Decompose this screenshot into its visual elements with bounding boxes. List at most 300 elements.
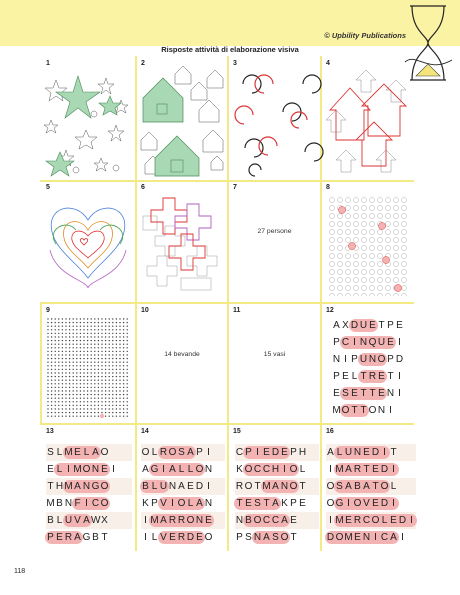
puzzle-letter: S xyxy=(178,447,185,458)
puzzle-letter: T xyxy=(363,464,370,475)
grid-dot xyxy=(62,326,63,327)
grid-dot xyxy=(62,358,63,359)
grid-dot xyxy=(76,398,77,399)
grid-dot xyxy=(47,362,48,363)
grid-dot xyxy=(116,390,117,391)
grid-dot xyxy=(94,376,95,377)
puzzle-letter: G xyxy=(335,498,344,509)
grid-dot xyxy=(109,329,110,330)
cell-2 xyxy=(137,58,227,178)
grid-dot xyxy=(80,380,81,381)
grid-dot xyxy=(112,412,113,413)
grid-dot xyxy=(65,408,66,409)
grid-dot xyxy=(109,380,110,381)
grid-dot xyxy=(55,376,56,377)
grid-dot xyxy=(127,398,128,399)
grid-dot xyxy=(123,387,124,388)
grid-dot xyxy=(123,358,124,359)
grid-dot xyxy=(69,387,70,388)
puzzle-letter: A xyxy=(92,447,99,458)
puzzle-letter: O xyxy=(326,481,335,492)
grid-dot xyxy=(94,340,95,341)
word-search-puzzle xyxy=(235,444,319,546)
puzzle-letter: I xyxy=(144,515,147,526)
grid-dot xyxy=(98,344,99,345)
grid-dot xyxy=(109,390,110,391)
grid-dot xyxy=(119,344,120,345)
grid-dot xyxy=(112,394,113,395)
grid-dot xyxy=(112,326,113,327)
grid-dot xyxy=(101,354,102,355)
grid-dot xyxy=(55,333,56,334)
grid-dot xyxy=(112,347,113,348)
grid-dot xyxy=(47,383,48,384)
grid-dot xyxy=(127,387,128,388)
grid-dot xyxy=(83,354,84,355)
grid-dot xyxy=(58,329,59,330)
answer-text: 27 persone xyxy=(257,228,292,235)
grid-dot xyxy=(101,344,102,345)
grid-dot xyxy=(73,318,74,319)
cell-number: 4 xyxy=(326,60,330,67)
grid-dot xyxy=(76,336,77,337)
grid-dot xyxy=(69,336,70,337)
grid-dot xyxy=(80,347,81,348)
puzzle-letter: E xyxy=(169,532,176,543)
grid-dot xyxy=(47,369,48,370)
puzzle-letter: L xyxy=(178,464,185,475)
cell-number: 9 xyxy=(46,307,50,314)
puzzle-letters xyxy=(235,445,307,460)
grid-dot xyxy=(105,387,106,388)
grid-dot xyxy=(116,408,117,409)
grid-dot xyxy=(80,358,81,359)
puzzle-row xyxy=(46,444,132,461)
grid-dot xyxy=(55,398,56,399)
cell-number: 14 xyxy=(141,428,149,435)
grid-dot xyxy=(127,408,128,409)
grid-dot xyxy=(101,365,102,366)
grid-dot xyxy=(98,383,99,384)
grid-dot xyxy=(47,326,48,327)
grid-dot xyxy=(105,390,106,391)
puzzle-letter: O xyxy=(341,405,350,416)
cell-number: 3 xyxy=(233,60,237,67)
grid-dot xyxy=(83,362,84,363)
cell-7 xyxy=(229,182,320,302)
grid-dot xyxy=(98,376,99,377)
grid-dot xyxy=(65,369,66,370)
grid-dot xyxy=(105,329,106,330)
grid-dot xyxy=(65,401,66,402)
puzzle-letter: E xyxy=(281,447,288,458)
grid-dot xyxy=(47,329,48,330)
puzzle-letters xyxy=(141,530,213,545)
grid-dot xyxy=(87,326,88,327)
grid-dot xyxy=(83,336,84,337)
puzzle-letter: L xyxy=(83,447,90,458)
puzzle-letter: N xyxy=(204,464,213,475)
puzzle-letter: N xyxy=(91,464,100,475)
grid-dot xyxy=(87,387,88,388)
grid-dot xyxy=(76,380,77,381)
puzzle-letter: I xyxy=(398,388,401,399)
puzzle-row xyxy=(326,478,416,495)
grid-dot xyxy=(83,394,84,395)
cell-number: 10 xyxy=(141,307,149,314)
grid-dot xyxy=(98,347,99,348)
grid-dot xyxy=(91,362,92,363)
puzzle-row xyxy=(332,317,412,334)
puzzle-letter: T xyxy=(369,388,376,399)
grid-dot xyxy=(83,340,84,341)
grid-dot xyxy=(91,405,92,406)
grid-dot xyxy=(112,329,113,330)
grid-dot xyxy=(109,398,110,399)
grid-dot xyxy=(51,333,52,334)
puzzle-letter: A xyxy=(74,532,81,543)
grid-dot xyxy=(109,383,110,384)
puzzle-letter: A xyxy=(333,320,340,331)
grid-dot xyxy=(83,401,84,402)
grid-dot xyxy=(62,322,63,323)
grid-dot xyxy=(76,326,77,327)
grid-dot xyxy=(80,351,81,352)
grid-dot xyxy=(83,398,84,399)
grid-dot xyxy=(123,405,124,406)
grid-dot xyxy=(55,351,56,352)
grid-dot xyxy=(94,394,95,395)
puzzle-letter: I xyxy=(389,405,392,416)
puzzle-letter: B xyxy=(354,481,361,492)
puzzle-letter: O xyxy=(289,481,298,492)
pattern-figure xyxy=(328,196,408,296)
grid-dot xyxy=(91,380,92,381)
grid-dot xyxy=(65,365,66,366)
grid-dot xyxy=(58,326,59,327)
grid-dot xyxy=(62,351,63,352)
grid-dot xyxy=(98,354,99,355)
grid-dot xyxy=(116,383,117,384)
grid-dot xyxy=(119,322,120,323)
puzzle-letters xyxy=(46,530,109,545)
grid-dot xyxy=(105,326,106,327)
grid-dot xyxy=(119,408,120,409)
cell-number: 11 xyxy=(233,307,241,314)
puzzle-row xyxy=(332,402,412,419)
grid-dot xyxy=(80,390,81,391)
grid-dot xyxy=(127,394,128,395)
grid-dot xyxy=(55,340,56,341)
puzzle-letter: I xyxy=(171,498,174,509)
puzzle-letter: T xyxy=(299,481,306,492)
grid-dot xyxy=(116,416,117,417)
grid-dot xyxy=(105,416,106,417)
cell-14 xyxy=(137,426,227,551)
puzzle-letter: I xyxy=(374,532,377,543)
puzzle-row xyxy=(46,461,132,478)
puzzle-letter: A xyxy=(363,481,370,492)
grid-dot xyxy=(112,369,113,370)
puzzle-row xyxy=(332,351,412,368)
grid-dot xyxy=(65,387,66,388)
grid-dot xyxy=(98,333,99,334)
grid-dot xyxy=(87,344,88,345)
grid-dot xyxy=(105,365,106,366)
puzzle-letter: P xyxy=(290,498,297,509)
grid-dot xyxy=(76,322,77,323)
puzzle-letter: V xyxy=(160,532,167,543)
grid-dot xyxy=(73,362,74,363)
puzzle-row xyxy=(326,461,416,478)
puzzle-letter: E xyxy=(101,464,108,475)
grid-dot xyxy=(80,372,81,373)
puzzle-letter: B xyxy=(142,481,149,492)
grid-dot xyxy=(65,344,66,345)
puzzle-letter: O xyxy=(141,447,150,458)
grid-dot xyxy=(123,394,124,395)
grid-dot xyxy=(47,412,48,413)
grid-dot xyxy=(58,369,59,370)
grid-dot xyxy=(55,336,56,337)
puzzle-letter: C xyxy=(235,447,244,458)
puzzle-letter: R xyxy=(235,481,244,492)
grid-dot xyxy=(69,390,70,391)
puzzle-letter: C xyxy=(271,515,280,526)
puzzle-letter: R xyxy=(64,532,73,543)
puzzle-letter: A xyxy=(187,447,194,458)
puzzle-letter: C xyxy=(262,515,271,526)
grid-dot xyxy=(51,365,52,366)
grid-dot xyxy=(116,369,117,370)
grid-dot xyxy=(94,387,95,388)
grid-dot xyxy=(80,322,81,323)
grid-dot xyxy=(98,336,99,337)
puzzle-letter: K xyxy=(142,498,149,509)
cell-8 xyxy=(322,182,414,302)
grid-dot xyxy=(109,340,110,341)
grid-dot xyxy=(112,354,113,355)
puzzle-row xyxy=(332,334,412,351)
grid-dot xyxy=(112,383,113,384)
grid-dot xyxy=(76,408,77,409)
puzzle-letters xyxy=(141,513,213,528)
puzzle-letter: A xyxy=(345,464,352,475)
grid-dot xyxy=(83,347,84,348)
grid-dot xyxy=(51,372,52,373)
grid-dot xyxy=(83,344,84,345)
grid-dot xyxy=(105,398,106,399)
grid-dot xyxy=(116,354,117,355)
grid-dot xyxy=(127,336,128,337)
grid-dot xyxy=(55,394,56,395)
grid-dot xyxy=(98,329,99,330)
puzzle-letter: L xyxy=(299,464,306,475)
grid-dot xyxy=(91,358,92,359)
grid-dot xyxy=(116,336,117,337)
puzzle-letter: G xyxy=(91,481,100,492)
grid-dot xyxy=(87,358,88,359)
grid-dot xyxy=(73,326,74,327)
puzzle-letter: P xyxy=(351,354,358,365)
grid-dot xyxy=(116,394,117,395)
puzzle-letter: F xyxy=(74,498,81,509)
puzzle-letter: N xyxy=(377,405,386,416)
grid-dot xyxy=(119,365,120,366)
cell-number: 2 xyxy=(141,60,145,67)
grid-dot xyxy=(119,372,120,373)
grid-dot xyxy=(51,351,52,352)
publisher-label: © Upbility Publications xyxy=(324,31,406,40)
puzzle-row xyxy=(235,529,319,546)
puzzle-row xyxy=(235,478,319,495)
grid-dot xyxy=(109,336,110,337)
grid-dot xyxy=(83,416,84,417)
grid-dot xyxy=(98,358,99,359)
puzzle-letter: I xyxy=(162,464,165,475)
grid-dot xyxy=(119,362,120,363)
grid-dot xyxy=(47,336,48,337)
grid-dot xyxy=(51,354,52,355)
grid-dot xyxy=(87,398,88,399)
grid-dot xyxy=(65,372,66,373)
puzzle-letter: E xyxy=(390,515,397,526)
puzzle-letter: K xyxy=(281,498,288,509)
grid-dot xyxy=(116,318,117,319)
puzzle-letter: T xyxy=(360,405,367,416)
grid-dot xyxy=(69,329,70,330)
grid-dot xyxy=(101,326,102,327)
grid-dot xyxy=(58,365,59,366)
puzzle-letter: A xyxy=(160,515,167,526)
grid-dot xyxy=(51,358,52,359)
grid-dot xyxy=(101,329,102,330)
page-number: 118 xyxy=(14,568,26,575)
puzzle-letter: O xyxy=(244,464,253,475)
puzzle-letter: S xyxy=(336,481,343,492)
grid-dot xyxy=(55,408,56,409)
grid-dot xyxy=(51,416,52,417)
grid-dot xyxy=(116,376,117,377)
grid-dot xyxy=(98,340,99,341)
puzzle-letter: V xyxy=(74,515,81,526)
grid-dot xyxy=(65,336,66,337)
puzzle-letters xyxy=(46,445,109,460)
puzzle-letter: D xyxy=(326,532,335,543)
grid-dot xyxy=(58,398,59,399)
grid-dot xyxy=(73,329,74,330)
grid-dot xyxy=(119,358,120,359)
grid-dot xyxy=(55,416,56,417)
grid-dot xyxy=(116,387,117,388)
puzzle-letter: E xyxy=(363,447,370,458)
grid-dot xyxy=(87,383,88,384)
grid-dot xyxy=(105,412,106,413)
puzzle-letter: N xyxy=(82,481,91,492)
grid-dot xyxy=(91,322,92,323)
grid-dot xyxy=(123,347,124,348)
grid-dot xyxy=(119,412,120,413)
puzzle-row xyxy=(46,529,132,546)
grid-dot xyxy=(94,347,95,348)
puzzle-row xyxy=(332,385,412,402)
puzzle-letter: E xyxy=(333,388,340,399)
grid-dot xyxy=(123,336,124,337)
puzzle-letter: O xyxy=(280,532,289,543)
puzzle-letter: O xyxy=(371,515,380,526)
grid-dot xyxy=(109,362,110,363)
grid-dot xyxy=(127,365,128,366)
grid-dot xyxy=(51,394,52,395)
grid-dot xyxy=(91,318,92,319)
puzzle-letter: M xyxy=(335,515,344,526)
grid-dot xyxy=(69,394,70,395)
puzzle-letters xyxy=(326,496,398,511)
grid-dot xyxy=(55,412,56,413)
puzzle-letter: A xyxy=(196,498,203,509)
answer-text: 15 vasi xyxy=(263,351,286,358)
puzzle-letter: T xyxy=(390,447,397,458)
grid-dot xyxy=(91,351,92,352)
grid-dot xyxy=(47,398,48,399)
puzzle-letter: M xyxy=(262,481,271,492)
grid-dot xyxy=(109,358,110,359)
puzzle-letter: E xyxy=(74,447,81,458)
puzzle-letter: L xyxy=(151,481,158,492)
grid-dot xyxy=(83,408,84,409)
grid-dot xyxy=(76,394,77,395)
puzzle-letter: A xyxy=(390,532,397,543)
puzzle-letter: S xyxy=(272,532,279,543)
grid-dot xyxy=(65,398,66,399)
grid-dot xyxy=(116,322,117,323)
grid-dot xyxy=(65,390,66,391)
puzzle-letter: T xyxy=(290,532,297,543)
grid-dot xyxy=(83,358,84,359)
grid-dot xyxy=(69,340,70,341)
grid-dot xyxy=(62,340,63,341)
grid-dot xyxy=(116,347,117,348)
grid-dot xyxy=(91,390,92,391)
puzzle-letter: S xyxy=(47,447,54,458)
grid-dot xyxy=(65,376,66,377)
grid-dot xyxy=(87,329,88,330)
grid-dot xyxy=(65,383,66,384)
puzzle-letter: M xyxy=(64,481,73,492)
grid-dot xyxy=(98,401,99,402)
puzzle-letters xyxy=(141,462,213,477)
puzzle-letter: E xyxy=(354,532,361,543)
puzzle-letter: O xyxy=(204,532,213,543)
grid-dot xyxy=(65,394,66,395)
grid-dot xyxy=(109,354,110,355)
grid-dot xyxy=(80,362,81,363)
grid-dot xyxy=(119,401,120,402)
grid-dot xyxy=(76,365,77,366)
grid-dot xyxy=(47,347,48,348)
puzzle-letter: E xyxy=(245,498,252,509)
grid-dot xyxy=(87,354,88,355)
grid-dot xyxy=(105,408,106,409)
puzzle-letters xyxy=(46,479,109,494)
puzzle-letter: M xyxy=(344,532,353,543)
cell-5 xyxy=(42,182,134,302)
grid-dot xyxy=(101,405,102,406)
grid-dot xyxy=(58,336,59,337)
puzzle-letter: R xyxy=(177,515,186,526)
grid-dot xyxy=(65,405,66,406)
grid-dot xyxy=(98,369,99,370)
